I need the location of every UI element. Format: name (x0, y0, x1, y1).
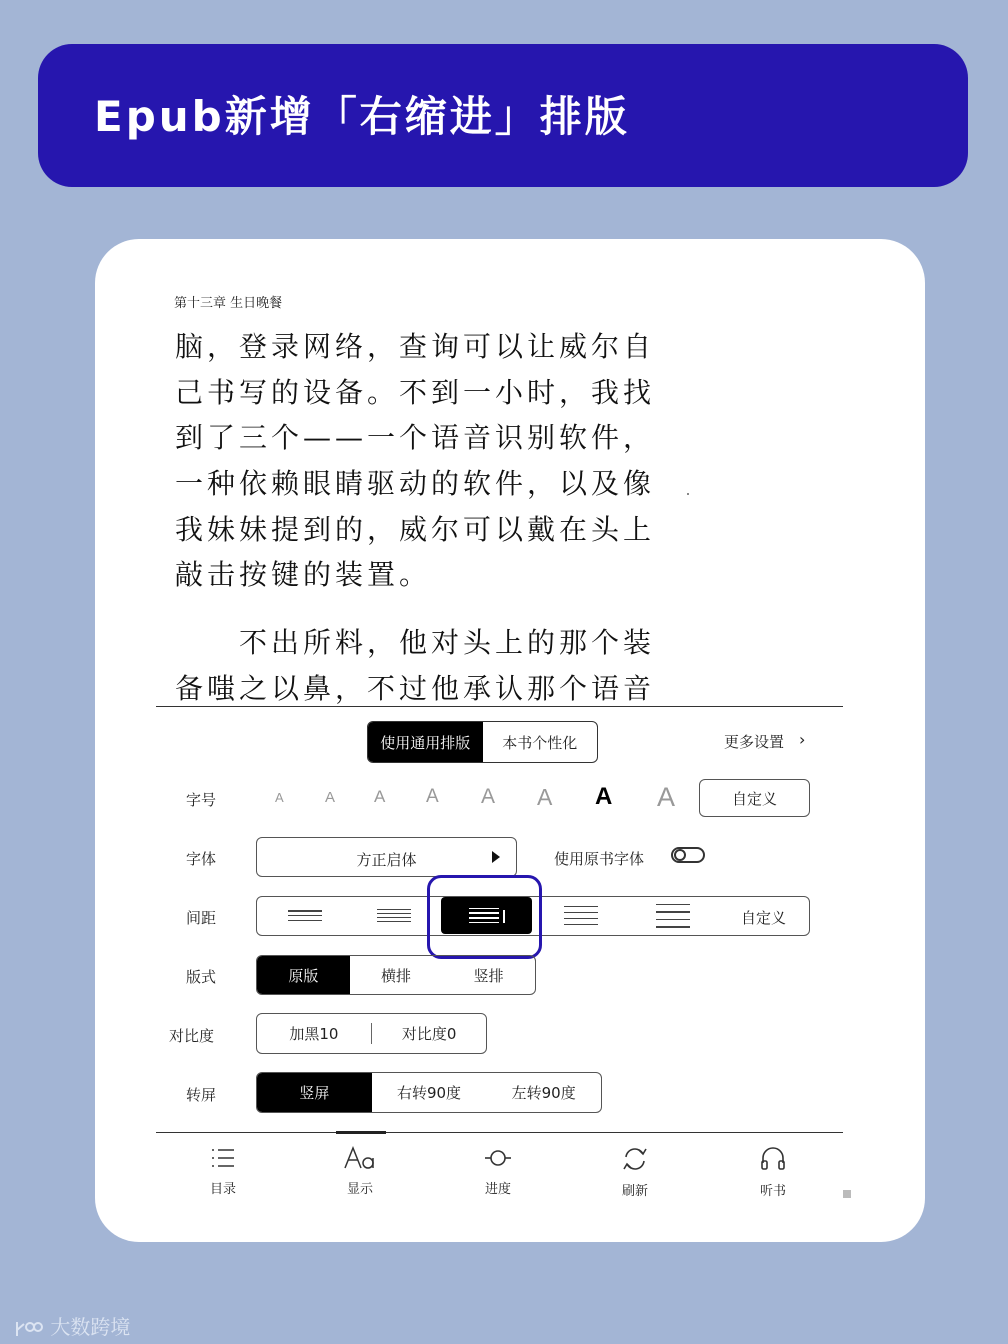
ereader-screen (95, 239, 925, 1242)
text-line: 己书写的设备。不到一小时，我找 (175, 376, 656, 409)
font-size-option[interactable]: A (537, 783, 553, 810)
toggle-knob (674, 849, 686, 861)
line-spacing-icon (656, 904, 690, 928)
spacing-option-tight[interactable] (265, 897, 345, 934)
font-select[interactable] (256, 837, 517, 877)
nav-display[interactable] (320, 1146, 400, 1197)
line-spacing-icon (288, 910, 322, 921)
text-line: 不出所料，他对头上的那个装 (175, 626, 656, 659)
font-display-icon (343, 1146, 377, 1170)
font-size-option[interactable]: A (481, 785, 496, 808)
line-spacing-icon (377, 909, 411, 923)
title-banner (38, 44, 968, 187)
triangle-right-icon (492, 851, 500, 863)
use-original-font-label: 使用原书字体 (554, 850, 645, 868)
font-size-option[interactable]: A (325, 788, 336, 806)
text-line: 备嗤之以鼻，不过他承认那个语音 (175, 672, 656, 705)
format-label: 版式 (186, 968, 217, 986)
format-option-vertical[interactable]: 竖排 (473, 966, 504, 985)
contrast-options (256, 1013, 487, 1054)
nav-label: 目录 (209, 1182, 236, 1197)
text-line: 我妹妹提到的，威尔可以戴在头上 (175, 513, 656, 546)
nav-progress[interactable] (458, 1146, 538, 1197)
banner-title: Epub新增「右缩进」排版 (94, 92, 630, 141)
spacing-option-wide[interactable] (541, 897, 621, 934)
more-settings-link[interactable]: 更多设置 (724, 733, 785, 751)
tab-general-layout[interactable]: 使用通用排版 (368, 722, 483, 762)
watermark (14, 1311, 130, 1340)
spacing-option-normal[interactable] (354, 897, 434, 934)
active-tab-indicator (336, 1131, 386, 1134)
use-original-font-toggle[interactable] (671, 847, 705, 863)
nav-catalog[interactable] (183, 1146, 263, 1197)
rotation-right-90[interactable]: 右转90度 (396, 1084, 462, 1102)
font-size-option[interactable]: A (275, 789, 284, 805)
text-line: 敲击按键的装置。 (175, 558, 432, 591)
speck (687, 493, 689, 495)
text-line: 到了三个——一个语音识别软件， (175, 421, 656, 454)
spacing-label: 间距 (186, 909, 217, 927)
text-line: 一种依赖眼睛驱动的软件，以及像 (175, 467, 656, 500)
rotation-left-90[interactable]: 左转90度 (511, 1084, 576, 1102)
format-option-original[interactable]: 原版 (257, 956, 350, 994)
highlight-ring (427, 875, 542, 959)
font-size-option[interactable]: A (426, 786, 439, 807)
format-options (256, 955, 536, 995)
nav-label: 显示 (346, 1182, 373, 1197)
spacing-custom-button[interactable]: 自定义 (741, 909, 787, 927)
watermark-text: 大数跨境 (50, 1315, 131, 1339)
nav-label: 刷新 (621, 1184, 648, 1199)
font-size-option-selected[interactable]: A (595, 783, 613, 810)
chapter-title: 第十三章 生日晚餐 (174, 296, 283, 311)
font-label: 字体 (186, 850, 217, 868)
watermark-logo-icon (14, 1318, 44, 1340)
nav-divider (156, 1132, 843, 1133)
headphones-icon (759, 1146, 787, 1172)
spacing-option-wider[interactable] (633, 897, 713, 934)
font-size-option[interactable]: A (657, 781, 676, 812)
scroll-indicator (843, 1190, 851, 1198)
font-size-option[interactable]: A (374, 787, 386, 806)
rotation-portrait[interactable]: 竖屏 (257, 1073, 372, 1112)
font-size-custom-button[interactable]: 自定义 (699, 779, 810, 817)
nav-label: 听书 (759, 1184, 786, 1199)
rotation-label: 转屏 (186, 1086, 217, 1104)
tab-book-personalized[interactable]: 本书个性化 (502, 733, 578, 752)
nav-label: 进度 (484, 1182, 511, 1197)
panel-divider (156, 706, 843, 707)
refresh-icon (621, 1146, 649, 1172)
layout-mode-tabs (367, 721, 598, 763)
format-option-horizontal[interactable]: 横排 (381, 966, 412, 985)
chevron-right-icon[interactable]: › (799, 730, 806, 749)
nav-refresh[interactable] (595, 1146, 675, 1199)
contrast-darken[interactable]: 加黑10 (289, 1025, 339, 1043)
rotation-options (256, 1072, 602, 1113)
text-line: 脑，登录网络，查询可以让威尔自 (175, 330, 656, 363)
list-icon (209, 1146, 237, 1170)
contrast-level[interactable]: 对比度0 (401, 1025, 457, 1043)
contrast-label: 对比度 (169, 1027, 215, 1045)
line-spacing-icon (564, 906, 598, 926)
progress-slider-icon (483, 1146, 513, 1170)
font-select-value: 方正启体 (356, 851, 417, 869)
font-size-label: 字号 (186, 791, 217, 809)
nav-listen[interactable] (733, 1146, 813, 1199)
